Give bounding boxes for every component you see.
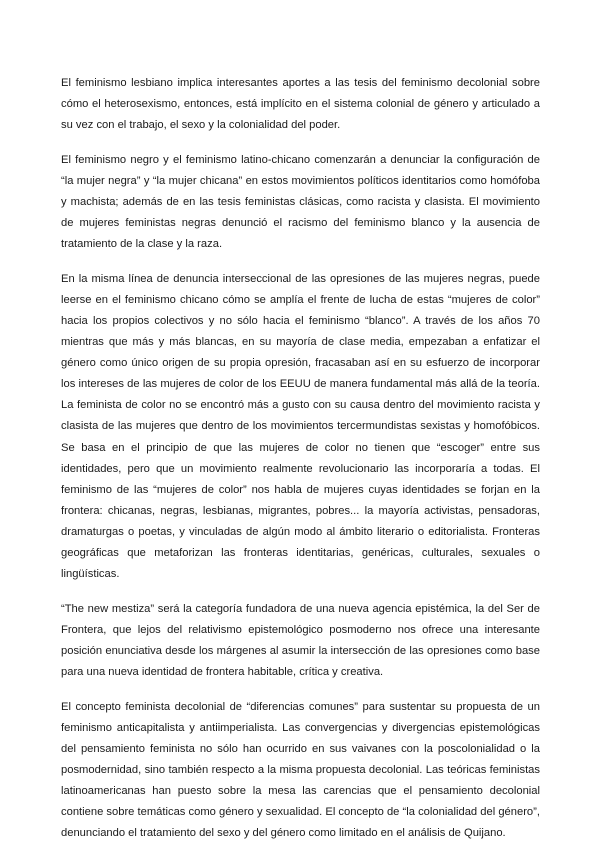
paragraph-lesbian-feminism: El feminismo lesbiano implica interesantes aportes a las tesis del feminismo decolonial sobre cómo el heterosexismo, entonces, está implícito en el sistema colonial de género y articulado a su vez con el trabajo, el sexo y la colonialidad del poder. bbox=[61, 77, 540, 132]
paragraph-black-chicana-feminism: El feminismo negro y el feminismo latino-chicano comenzarán a denunciar la configuración de “la mujer negra” y “la mujer chicana” en estos movimientos políticos identitarios como homófoba y machista; además de en las tesis feministas clásicas, como racista y clasista. El movimiento de mujeres feministas negras denunció el racismo del feminismo blanco y la ausencia de tratamiento de la clase y la raza. bbox=[61, 153, 540, 251]
paragraph-new-mestiza: “The new mestiza” será la categoría fundadora de una nueva agencia epistémica, la del Ser de Frontera, que lejos del relativismo epistemológico posmoderno nos ofrece una interesante posición enunciativa desde los márgenes al asumir la intersección de las opresiones como base para una nueva identidad de frontera habitable, crítica y creativa. bbox=[61, 602, 540, 678]
paragraph-common-differences: El concepto feminista decolonial de “diferencias comunes” para sustentar su propuesta de un feminismo anticapitalista y antiimperialista. Las convergencias y divergencias epistemológicas del pensamiento feminista no sólo han ocurrido en sus vaivanes con la poscolonialidad o la posmodernidad, sino también respecto a la misma propuesta decolonial. Las teóricas feministas latinoamericanas han puesto sobre la mesa las carencias que el pensamiento decolonial contiene sobre temáticas como género y sexualidad. El concepto de “la colonialidad del género”, denunciando el tratamiento del sexo y del género como limitado en el análisis de Quijano. bbox=[61, 700, 540, 840]
paragraph-intersectional-critique: En la misma línea de denuncia interseccional de las opresiones de las mujeres negras, puede leerse en el feminismo chicano cómo se amplía el frente de lucha de estas “mujeres de color” hacia los propios colectivos y no sólo hacia el feminismo “blanco”. A través de los años 70 mientras que más y más blancas, en su mayoría de clase media, empezaban a enfatizar el género como único origen de su propia opresión, fracasaban así en su esfuerzo de incorporar los intereses de las mujeres de color de los EEUU de manera fundamental más allá de la teoría. La feminista de color no se encontró más a gusto con su causa dentro del movimiento racista y clasista de las mujeres que dentro de los movimientos tercermundistas sexistas y homofóbicos. Se basa en el principio de que las mujeres de color no tienen que “escoger” entre sus identidades, pero que un movimiento realmente revolucionario las incorporaría a todas. El feminismo de las “mujeres de color” nos habla de mujeres cuyas identidades se forjan en la frontera: chicanas, negras, lesbianas, migrantes, pobres... la mayoría activistas, pensadoras, dramaturgas o poetas, y vinculadas de algún modo al ámbito literario o editorialista. Fronteras geográficas que metaforizan las fronteras identitarias, genéricas, culturales, sexuales o lingüísticas. bbox=[61, 272, 540, 581]
